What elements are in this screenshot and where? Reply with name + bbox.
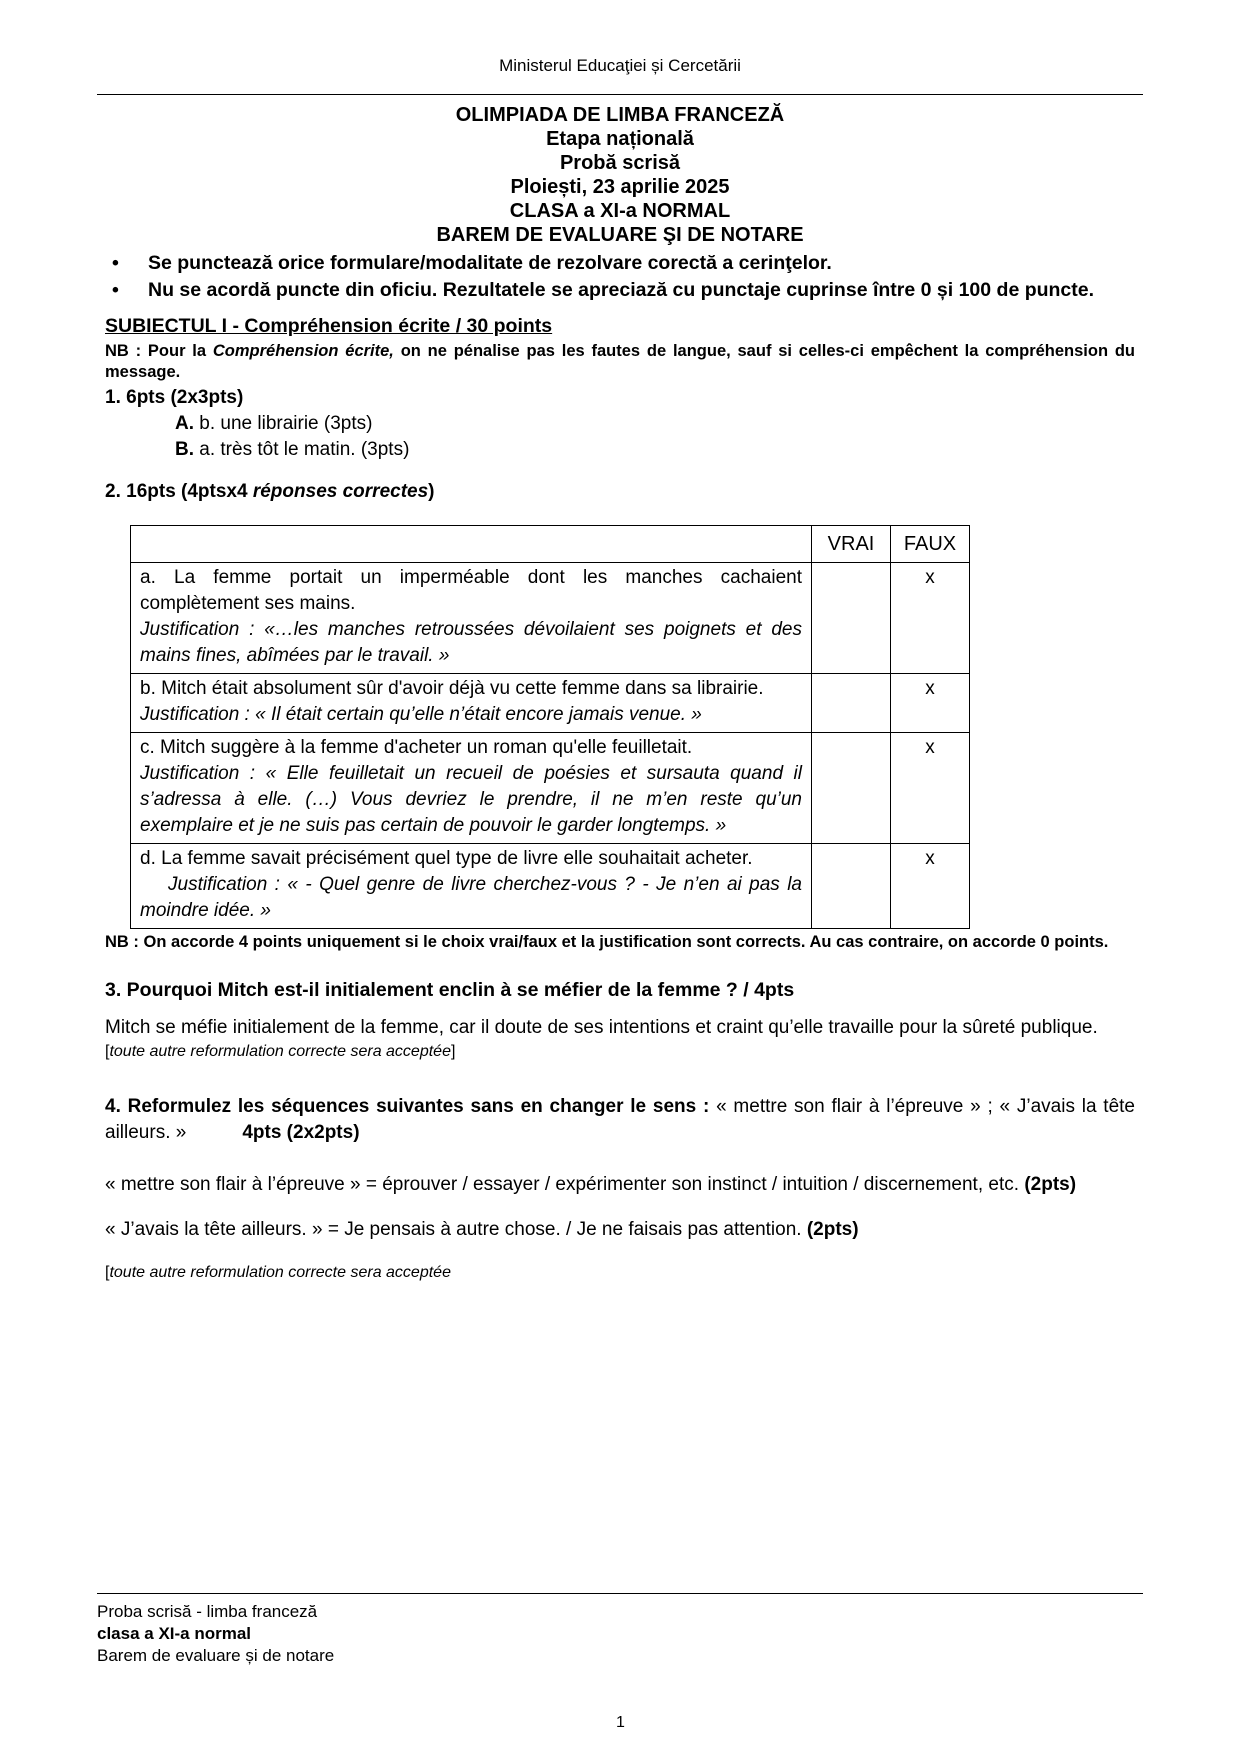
vrai-faux-table [130,525,970,929]
rules-bullet-list [105,250,1135,304]
note-italic-text: toute autre reformulation correcte sera acceptée [109,1043,451,1060]
q2-prefix: 2. 16pts (4ptsx4 [105,481,253,502]
section-heading: SUBIECTUL I - Compréhension écrite / 30 points [105,315,553,337]
question-1-label: 1. 6pts (2x3pts) [105,387,244,408]
table-header-faux: FAUX [891,526,970,563]
ministry-header: Ministerul Educaţiei și Cercetării [499,56,741,75]
answer-3-note [105,1041,1135,1062]
bullet-item: • Se punctează orice formulare/modalitate de rezolvare corectă a cerinţelor. [105,250,1135,277]
footer-line-proba: Proba scrisă - limba franceză [97,1602,318,1621]
table-cell-vrai-c [812,733,891,844]
page-footer [97,1593,1143,1667]
footer-line-barem: Barem de evaluare și de notare [97,1646,335,1665]
tf-justification: Justification : « Il était certain qu’elle n’était encore jamais venue. » [140,704,702,725]
note-open-bracket: [ [105,1264,110,1281]
answer-4b-text [105,1217,1135,1243]
table-cell-statement-c [131,733,812,844]
nb-italic: Compréhension écrite, [212,342,394,360]
header-divider [97,94,1143,95]
table-cell-faux-b: x [891,674,970,733]
table-cell-statement-d [131,844,812,929]
answer-1b-letter: B. [175,439,194,460]
table-cell-faux-c: x [891,733,970,844]
note-open-bracket: [ [105,1043,110,1060]
answer-1a [175,411,1135,437]
answer-1a-letter: A. [175,413,194,434]
title-line-location-date: Ploiești, 23 aprilie 2025 [510,176,730,198]
nb-prefix: NB : Pour la [105,342,213,360]
table-header-vrai: VRAI [812,526,891,563]
bullet-item: • Nu se acordă puncte din oficiu. Rezultatele se apreciază cu punctaje cuprinse între 0 și 100 de puncte. [105,277,1135,304]
title-line-barem: BAREM DE EVALUARE ŞI DE NOTARE [436,224,804,246]
table-row-c [131,733,970,844]
table-cell-statement-b [131,674,812,733]
tf-statement: d. La femme savait précisément quel type de livre elle souhaitait acheter. [140,848,753,869]
q4-points: 4pts (2x2pts) [242,1122,360,1143]
answer-1b-text: a. très tôt le matin. (3pts) [194,439,410,460]
q4-bold-part: 4. Reformulez les séquences suivantes sans en changer le sens : [105,1096,717,1117]
note-close-bracket: ] [450,1043,456,1060]
q2-italic: réponses correctes [252,481,429,502]
answer-1b [175,437,1135,463]
title-line-olympiad: OLIMPIADA DE LIMBA FRANCEZĂ [455,104,785,126]
question-4-label [105,1094,1135,1146]
table-cell-vrai-d [812,844,891,929]
answer-3-text: Mitch se méfie initialement de la femme, car il doute de ses intentions et craint qu’elle travaille pour la sûreté publique. [105,1017,1098,1038]
question-2-label [105,479,1135,505]
answer-1a-text: b. une librairie (3pts) [194,413,373,434]
answer-4a-body: « mettre son flair à l’épreuve » = éprouver / essayer / expérimenter son instinct / intuition / discernement, etc. [105,1174,1025,1195]
answer-4b-body: « J’avais la tête ailleurs. » = Je pensais à autre chose. / Je ne faisais pas attention. [105,1219,807,1240]
nb-note-comprehension [105,341,1135,383]
page-number: 1 [616,1714,625,1731]
table-row-d [131,844,970,929]
answer-4a-points: (2pts) [1024,1174,1077,1195]
tf-statement: a. La femme portait un imperméable dont les manches cachaient complètement ses mains. [140,567,802,614]
table-cell-faux-d: x [891,844,970,929]
table-row-a [131,563,970,674]
tf-justification: Justification : «…les manches retroussées dévoilaient ses poignets et des mains fines, abîmées par le travail. » [140,619,802,666]
nb-note-scoring: NB : On accorde 4 points uniquement si le choix vrai/faux et la justification sont corrects. Au cas contraire, on accorde 0 points. [105,933,1109,951]
table-cell-vrai-b [812,674,891,733]
table-cell-vrai-a [812,563,891,674]
table-row-b [131,674,970,733]
footer-line-class: clasa a XI-a normal [97,1624,252,1643]
title-line-class: CLASA a XI-a NORMAL [509,200,731,222]
question-3-label: 3. Pourquoi Mitch est-il initialement enclin à se méfier de la femme ? / 4pts [105,979,795,1001]
answer-4b-points: (2pts) [806,1219,859,1240]
note-italic-text: toute autre reformulation correcte sera acceptée [109,1264,451,1281]
table-header-empty-cell [131,526,812,563]
table-cell-statement-a [131,563,812,674]
q4-regular-part: « mettre son flair à l’épreuve » ; « J’avais la tête ailleurs. » [105,1096,1135,1143]
tf-justification: Justification : « - Quel genre de livre cherchez-vous ? - Je n’en ai pas la moindre idée. » [140,874,802,921]
answer-4-note [105,1262,1135,1283]
tf-statement: c. Mitch suggère à la femme d'acheter un roman qu'elle feuilletait. [140,737,693,758]
q2-suffix: ) [428,481,435,502]
answer-4a-text [105,1172,1135,1198]
tf-statement: b. Mitch était absolument sûr d'avoir déjà vu cette femme dans sa librairie. [140,678,764,699]
table-cell-faux-a: x [891,563,970,674]
title-block [105,103,1135,247]
tf-justification: Justification : « Elle feuilletait un recueil de poésies et sursauta quand il s’adressa à elle. (…) Vous devriez le prendre, il ne m’en reste qu’un exemplaire et je ne suis pas certain de pouvoir le garder longtemps. » [140,763,802,836]
title-line-proba: Probă scrisă [559,152,681,174]
nb-suffix: on ne pénalise pas les fautes de langue, sauf si celles-ci empêchent la compréhension du message. [105,342,1136,381]
title-line-stage: Etapa națională [546,128,694,150]
table-header-row [131,526,970,563]
